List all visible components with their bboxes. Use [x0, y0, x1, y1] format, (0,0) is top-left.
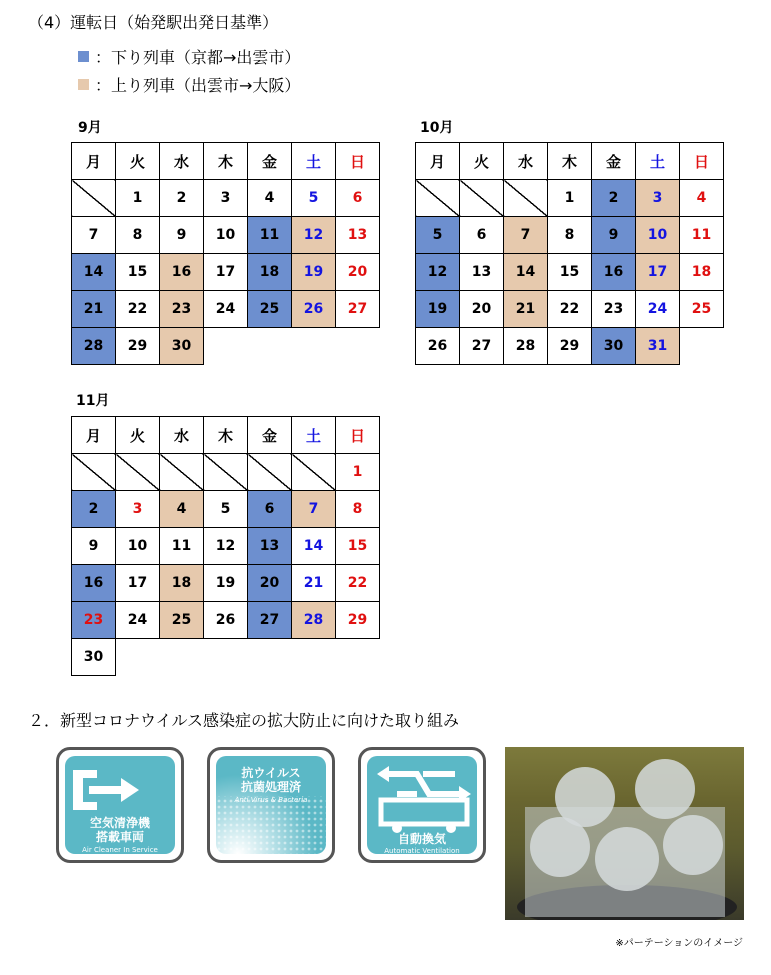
calendar-day-cell: 20 — [248, 565, 292, 602]
calendar-day-cell: 17 — [204, 254, 248, 291]
weekday-header: 火 — [460, 143, 504, 180]
calendar-day-cell: 5 — [416, 217, 460, 254]
calendar-day-cell: 11 — [680, 217, 724, 254]
calendar-empty — [204, 328, 248, 365]
calendar-day-cell: 26 — [204, 602, 248, 639]
weekday-header: 月 — [72, 417, 116, 454]
month-label-oct: 10月 — [420, 120, 454, 136]
calendar-week-row — [416, 180, 724, 217]
calendar-week-row — [72, 602, 380, 639]
calendar-day-cell: 7 — [504, 217, 548, 254]
sticker-auto-ventilation — [358, 747, 486, 863]
calendar-day-cell: 26 — [292, 291, 336, 328]
weekday-header: 土 — [292, 417, 336, 454]
calendar-day-cell: 23 — [160, 291, 204, 328]
calendar-day-cell: 28 — [72, 328, 116, 365]
calendar-day-cell: 13 — [248, 528, 292, 565]
section2-title: ２．新型コロナウイルス感染症の拡大防止に向けた取り組み — [28, 711, 460, 730]
calendar-week-row — [72, 254, 380, 291]
sticker-2-jp-1: 抗ウイルス — [241, 766, 301, 780]
weekday-header: 木 — [204, 417, 248, 454]
calendar-week-row — [416, 217, 724, 254]
calendar-day-cell: 27 — [336, 291, 380, 328]
calendar-day-cell: 19 — [292, 254, 336, 291]
month-label-sep: 9月 — [78, 120, 102, 136]
calendar-day-cell: 17 — [116, 565, 160, 602]
partition-illustration — [505, 747, 744, 920]
legend-up-label: ：上り列車（出雲市→大阪） — [95, 76, 301, 95]
calendar-day-cell: 12 — [292, 217, 336, 254]
weekday-header-row — [72, 417, 380, 454]
calendar-day-cell: 22 — [548, 291, 592, 328]
calendar-blank-cell — [416, 180, 460, 217]
legend-up-swatch — [78, 79, 89, 90]
calendar-day-cell: 17 — [636, 254, 680, 291]
calendar-blank-cell — [292, 454, 336, 491]
calendar-day-cell: 23 — [592, 291, 636, 328]
weekday-header: 日 — [336, 143, 380, 180]
calendar-blank-cell — [72, 454, 116, 491]
calendar-blank-cell — [204, 454, 248, 491]
calendar-day-cell: 24 — [636, 291, 680, 328]
calendar-week-row — [72, 639, 380, 676]
weekday-header: 水 — [504, 143, 548, 180]
calendar-day-cell: 2 — [592, 180, 636, 217]
calendar-day-cell: 10 — [636, 217, 680, 254]
calendar-empty — [336, 328, 380, 365]
calendar-day-cell: 30 — [592, 328, 636, 365]
calendar-day-cell: 12 — [204, 528, 248, 565]
calendar-day-cell: 10 — [116, 528, 160, 565]
sticker-anti-virus — [207, 747, 335, 863]
weekday-header: 火 — [116, 417, 160, 454]
calendar-day-cell: 8 — [336, 491, 380, 528]
calendar-day-cell: 8 — [116, 217, 160, 254]
calendar-day-cell: 18 — [680, 254, 724, 291]
sticker-air-cleaner — [56, 747, 184, 863]
calendar-day-cell: 6 — [336, 180, 380, 217]
sticker-1-en: Air Cleaner In Service — [82, 846, 158, 854]
sticker-3-en: Automatic Ventilation — [384, 847, 460, 854]
calendar-empty — [248, 639, 292, 676]
legend-down-label: ：下り列車（京都→出雲市） — [95, 48, 301, 67]
weekday-header: 木 — [204, 143, 248, 180]
weekday-header: 月 — [72, 143, 116, 180]
calendar-day-cell: 7 — [292, 491, 336, 528]
calendar-day-cell: 7 — [72, 217, 116, 254]
calendar-empty — [248, 328, 292, 365]
calendar-week-row — [72, 291, 380, 328]
calendar-day-cell: 13 — [336, 217, 380, 254]
calendar-blank-cell — [116, 454, 160, 491]
calendar-day-cell: 5 — [292, 180, 336, 217]
weekday-header: 日 — [680, 143, 724, 180]
sticker-2-jp-2: 抗菌処理済 — [240, 780, 301, 794]
calendar-day-cell: 2 — [72, 491, 116, 528]
calendar-blank-cell — [460, 180, 504, 217]
calendar-day-cell: 14 — [72, 254, 116, 291]
calendar-day-cell: 25 — [160, 602, 204, 639]
calendar-week-row — [72, 180, 380, 217]
calendar-empty — [160, 639, 204, 676]
calendar-day-cell: 15 — [116, 254, 160, 291]
calendar-empty — [116, 639, 160, 676]
weekday-header: 火 — [116, 143, 160, 180]
calendar-day-cell: 11 — [248, 217, 292, 254]
calendar-day-cell: 23 — [72, 602, 116, 639]
calendar-week-row — [72, 328, 380, 365]
calendar-empty — [292, 328, 336, 365]
calendar-day-cell: 30 — [160, 328, 204, 365]
calendar-day-cell: 20 — [460, 291, 504, 328]
sticker-1-jp-2: 搭載車両 — [95, 830, 144, 844]
calendar-week-row — [72, 454, 380, 491]
weekday-header-row — [416, 143, 724, 180]
calendar-blank-cell — [248, 454, 292, 491]
weekday-header: 水 — [160, 143, 204, 180]
calendar-day-cell: 29 — [548, 328, 592, 365]
photo-caption: ※パーテーションのイメージ — [615, 938, 743, 949]
calendar-week-row — [416, 328, 724, 365]
weekday-header: 土 — [636, 143, 680, 180]
calendar-week-row — [416, 291, 724, 328]
weekday-header: 金 — [592, 143, 636, 180]
calendar-day-cell: 18 — [160, 565, 204, 602]
weekday-header: 金 — [248, 417, 292, 454]
calendar-day-cell: 22 — [116, 291, 160, 328]
calendar-day-cell: 1 — [116, 180, 160, 217]
partition-photo — [505, 747, 744, 920]
calendar-day-cell: 8 — [548, 217, 592, 254]
calendar-week-row — [416, 254, 724, 291]
calendar-day-cell: 9 — [160, 217, 204, 254]
calendar-day-cell: 10 — [204, 217, 248, 254]
calendar-day-cell: 31 — [636, 328, 680, 365]
calendar-day-cell: 15 — [548, 254, 592, 291]
weekday-header-row — [72, 143, 380, 180]
weekday-header: 月 — [416, 143, 460, 180]
calendar-empty — [336, 639, 380, 676]
calendar-day-cell: 20 — [336, 254, 380, 291]
calendar-day-cell: 3 — [116, 491, 160, 528]
calendar-day-cell: 5 — [204, 491, 248, 528]
calendar-day-cell: 3 — [204, 180, 248, 217]
calendar-day-cell: 9 — [72, 528, 116, 565]
calendar-day-cell: 13 — [460, 254, 504, 291]
section-heading: （4）運転日（始発駅出発日基準） — [28, 13, 279, 32]
calendar-day-cell: 25 — [680, 291, 724, 328]
calendar-day-cell: 2 — [160, 180, 204, 217]
weekday-header: 土 — [292, 143, 336, 180]
calendar-day-cell: 16 — [592, 254, 636, 291]
calendar-day-cell: 30 — [72, 639, 116, 676]
calendar-day-cell: 4 — [160, 491, 204, 528]
weekday-header: 水 — [160, 417, 204, 454]
calendar-empty — [680, 328, 724, 365]
calendar-day-cell: 21 — [292, 565, 336, 602]
calendar-day-cell: 6 — [248, 491, 292, 528]
calendar-week-row — [72, 217, 380, 254]
calendar-day-cell: 21 — [504, 291, 548, 328]
calendar-day-cell: 28 — [504, 328, 548, 365]
calendar-day-cell: 6 — [460, 217, 504, 254]
calendar-day-cell: 16 — [160, 254, 204, 291]
calendar-day-cell: 11 — [160, 528, 204, 565]
sticker-3-jp-1: 自動換気 — [397, 832, 446, 846]
calendar-september — [71, 142, 380, 365]
calendar-day-cell: 14 — [292, 528, 336, 565]
calendar-day-cell: 28 — [292, 602, 336, 639]
calendar-october — [415, 142, 724, 365]
calendar-day-cell: 19 — [204, 565, 248, 602]
calendar-day-cell: 29 — [336, 602, 380, 639]
calendar-day-cell: 18 — [248, 254, 292, 291]
calendar-day-cell: 1 — [336, 454, 380, 491]
legend-down — [78, 45, 300, 68]
calendar-day-cell: 22 — [336, 565, 380, 602]
sticker-1-jp-1: 空気清浄機 — [89, 816, 150, 830]
legend-down-swatch — [78, 51, 89, 62]
calendar-day-cell: 9 — [592, 217, 636, 254]
calendar-week-row — [72, 565, 380, 602]
calendar-empty — [292, 639, 336, 676]
calendar-day-cell: 25 — [248, 291, 292, 328]
weekday-header: 木 — [548, 143, 592, 180]
calendar-blank-cell — [72, 180, 116, 217]
calendar-day-cell: 15 — [336, 528, 380, 565]
calendar-november — [71, 416, 380, 676]
calendar-blank-cell — [504, 180, 548, 217]
calendar-empty — [204, 639, 248, 676]
weekday-header: 日 — [336, 417, 380, 454]
legend-up — [78, 73, 300, 96]
calendar-day-cell: 4 — [248, 180, 292, 217]
calendar-day-cell: 24 — [204, 291, 248, 328]
sticker-2-en: Anti Virus & Bacteria — [234, 796, 308, 804]
calendar-day-cell: 3 — [636, 180, 680, 217]
calendar-day-cell: 16 — [72, 565, 116, 602]
calendar-day-cell: 14 — [504, 254, 548, 291]
month-label-nov: 11月 — [76, 393, 110, 409]
calendar-day-cell: 12 — [416, 254, 460, 291]
calendar-day-cell: 19 — [416, 291, 460, 328]
calendar-blank-cell — [160, 454, 204, 491]
calendar-week-row — [72, 528, 380, 565]
calendar-day-cell: 21 — [72, 291, 116, 328]
calendar-day-cell: 4 — [680, 180, 724, 217]
calendar-week-row — [72, 491, 380, 528]
calendar-day-cell: 29 — [116, 328, 160, 365]
calendar-day-cell: 24 — [116, 602, 160, 639]
calendar-day-cell: 1 — [548, 180, 592, 217]
weekday-header: 金 — [248, 143, 292, 180]
calendar-day-cell: 27 — [460, 328, 504, 365]
calendar-day-cell: 27 — [248, 602, 292, 639]
calendar-day-cell: 26 — [416, 328, 460, 365]
